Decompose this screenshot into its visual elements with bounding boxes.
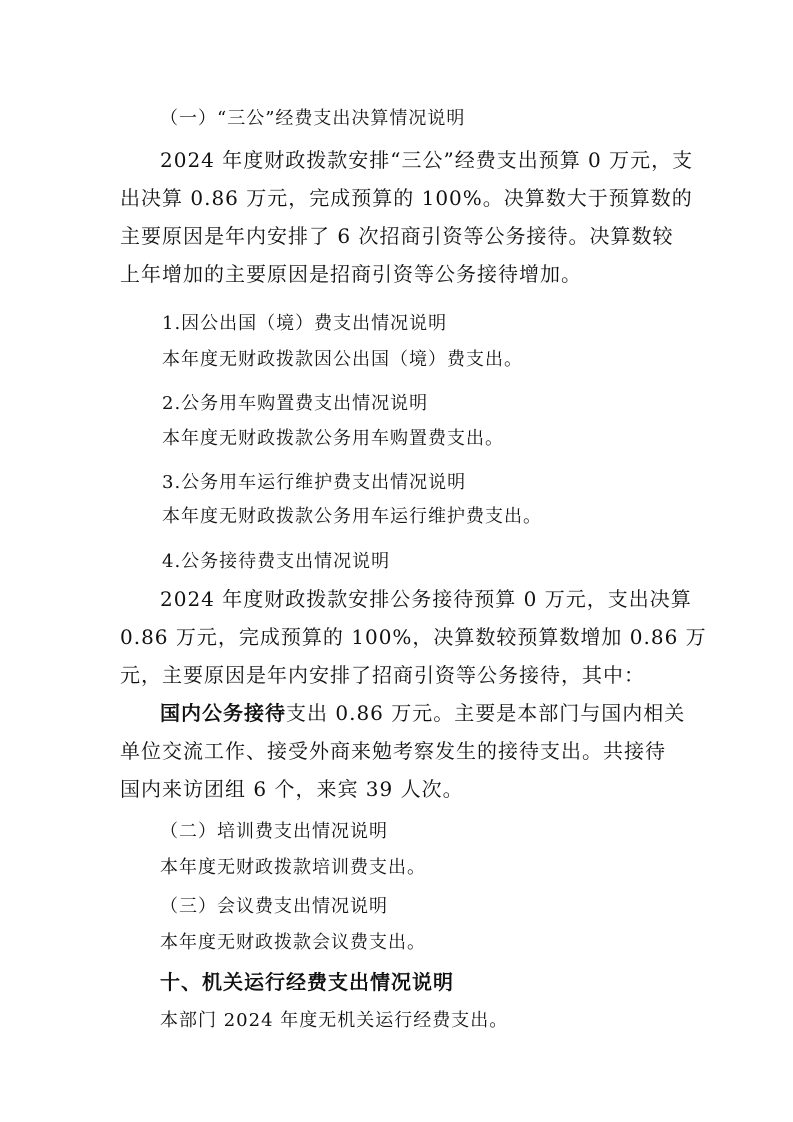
- paragraph-line: 国内来访团组 6 个，来宾 39 人次。: [120, 777, 464, 801]
- paragraph-line: 本年度无财政拨款培训费支出。: [160, 857, 426, 878]
- heading-meeting-expenditure: （三）会议费支出情况说明: [160, 896, 388, 917]
- heading-office-operation-expenditure: 十、机关运行经费支出情况说明: [160, 970, 454, 994]
- heading-sangong-expenditure: （一）“三公”经费支出决算情况说明: [160, 108, 466, 129]
- paragraph-line: 本年度无财政拨款因公出国（境）费支出。: [162, 349, 523, 370]
- paragraph-line: 出决算 0.86 万元，完成预算的 100%。决算数大于预算数的: [120, 186, 693, 210]
- heading-vehicle-purchase: 2.公务用车购置费支出情况说明: [162, 393, 429, 414]
- paragraph-line: 本年度无财政拨款公务用车运行维护费支出。: [162, 506, 542, 527]
- paragraph-line: 本年度无财政拨款公务用车购置费支出。: [162, 428, 504, 449]
- paragraph-line: 本部门 2024 年度无机关运行经费支出。: [160, 1010, 509, 1031]
- paragraph-line: 2024 年度财政拨款安排“三公”经费支出预算 0 万元，支: [160, 148, 694, 172]
- heading-vehicle-maintenance: 3.公务用车运行维护费支出情况说明: [162, 472, 467, 493]
- domestic-reception-term: 国内公务接待: [160, 701, 286, 725]
- heading-overseas-travel: 1.因公出国（境）费支出情况说明: [162, 313, 448, 334]
- paragraph-text: 支出 0.86 万元。主要是本部门与国内相关: [286, 701, 686, 725]
- paragraph-line-domestic-reception: [160, 703, 685, 723]
- heading-training-expenditure: （二）培训费支出情况说明: [160, 821, 388, 842]
- heading-official-reception: 4.公务接待费支出情况说明: [162, 551, 391, 572]
- paragraph-line: 元，主要原因是年内安排了招商引资等公务接待，其中：: [120, 663, 645, 687]
- paragraph-line: 本年度无财政拨款会议费支出。: [160, 932, 426, 953]
- paragraph-line: 2024 年度财政拨款安排公务接待预算 0 万元，支出决算: [160, 587, 692, 611]
- paragraph-line: 单位交流工作、接受外商来勉考察发生的接待支出。共接待: [120, 739, 666, 763]
- paragraph-line: 上年增加的主要原因是招商引资等公务接待增加。: [120, 262, 582, 286]
- paragraph-line: 0.86 万元，完成预算的 100%，决算数较预算数增加 0.86 万: [120, 625, 707, 649]
- paragraph-line: 主要原因是年内安排了 6 次招商引资等公务接待。决算数较: [120, 224, 674, 248]
